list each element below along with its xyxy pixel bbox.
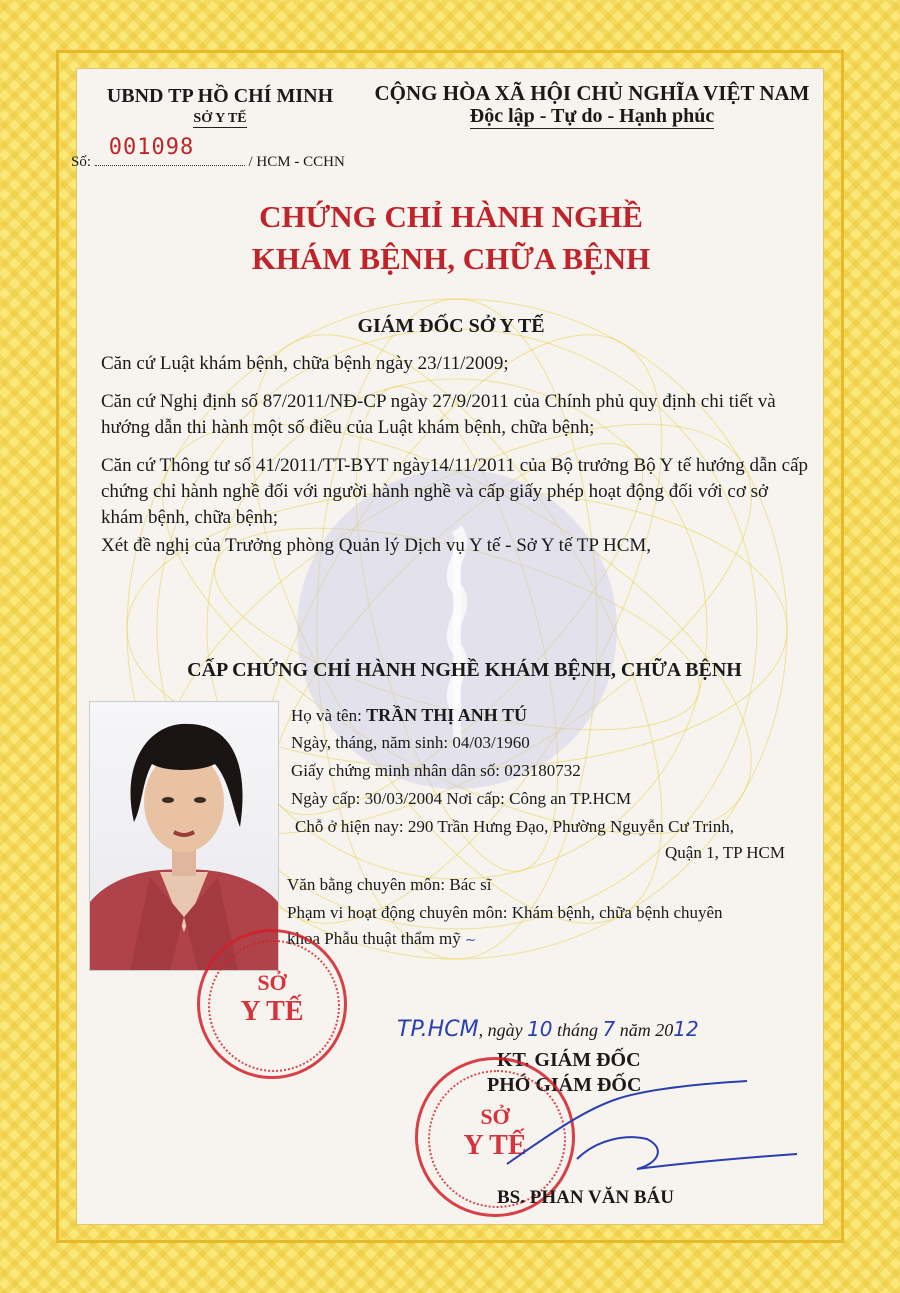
official-seal-large: SỞ Y TẾ <box>415 1057 575 1217</box>
holder-address-row: Chỗ ở hiện nay: 290 Trần Hưng Đạo, Phường Nguyễn Cư Trinh, <box>295 817 735 836</box>
national-title: CỘNG HÒA XÃ HỘI CHỦ NGHĨA VIỆT NAM <box>374 81 810 105</box>
basis-3: Căn cứ Thông tư số 41/2011/TT-BYT ngày14/11/2011 của Bộ trưởng Bộ Y tế hướng dẫn cấp chứng chỉ hành nghề đối với người hành nghề và cấp giấy phép hoạt động đối với cơ sở khám bệnh, chữa bệnh; <box>101 455 809 528</box>
holder-photo <box>89 701 279 971</box>
certificate-title-line2: KHÁM BỆNH, CHỮA BỆNH <box>251 241 651 276</box>
issuer-title: GIÁM ĐỐC SỞ Y TẾ <box>357 315 545 337</box>
grant-heading: CẤP CHỨNG CHỈ HÀNH NGHỀ KHÁM BỆNH, CHỮA BỆNH <box>187 659 742 681</box>
portrait-image <box>90 702 278 970</box>
handwritten-place: TP.HCM <box>397 1017 479 1042</box>
holder-scope-row2: khoa Phẫu thuật thẩm mỹ ~ <box>287 929 476 948</box>
signer-authority: KT. GIÁM ĐỐC <box>497 1049 641 1071</box>
issue-date-line: TP.HCM, ngày 10 tháng 7 năm 2012 <box>397 1017 699 1042</box>
basis-2: Căn cứ Nghị định số 87/2011/NĐ-CP ngày 27/9/2011 của Chính phủ quy định chi tiết và hướng dẫn thi hành một số điều của Luật khám bệnh, chữa bệnh; <box>101 391 776 438</box>
certificate-title-line1: CHỨNG CHỈ HÀNH NGHỀ <box>259 199 643 234</box>
certificate-number-value: 001098 <box>108 135 195 160</box>
basis-4: Xét đề nghị của Trưởng phòng Quản lý Dịch vụ Y tế - Sở Y tế TP HCM, <box>101 535 652 556</box>
handwritten-month: 7 <box>602 1017 616 1041</box>
signer-position: PHÓ GIÁM ĐỐC <box>487 1074 642 1096</box>
holder-id-row: Giấy chứng minh nhân dân số: 023180732 <box>291 761 581 780</box>
holder-dob-row: Ngày, tháng, năm sinh: 04/03/1960 <box>291 733 530 752</box>
handwritten-day: 10 <box>527 1017 553 1041</box>
holder-scope-row: Phạm vi hoạt động chuyên môn: Khám bệnh, chữa bệnh chuyên <box>287 903 723 922</box>
department-name: SỞ Y TẾ <box>193 111 247 126</box>
signature-mark <box>497 1069 817 1179</box>
authority-name: UBND TP HỒ CHÍ MINH <box>106 85 334 107</box>
holder-name-row: Họ và tên: TRẦN THỊ ANH TÚ <box>291 705 527 725</box>
holder-name: TRẦN THỊ ANH TÚ <box>366 705 527 725</box>
holder-address-row2: Quận 1, TP HCM <box>665 843 785 862</box>
signer-name: BS. PHAN VĂN BÁU <box>497 1187 675 1208</box>
handwritten-year: 12 <box>673 1017 699 1041</box>
official-seal-small: SỞ Y TẾ <box>197 929 347 1079</box>
basis-1: Căn cứ Luật khám bệnh, chữa bệnh ngày 23/11/2009; <box>101 353 509 374</box>
certificate-number: Số: 001098 / HCM - CCHN <box>71 135 345 170</box>
holder-degree-row: Văn bằng chuyên môn: Bác sĩ <box>287 875 492 894</box>
certificate-paper <box>71 68 824 1225</box>
holder-issue-row: Ngày cấp: 30/03/2004 Nơi cấp: Công an TP.HCM <box>291 789 632 808</box>
national-motto: Độc lập - Tự do - Hạnh phúc <box>469 105 715 127</box>
